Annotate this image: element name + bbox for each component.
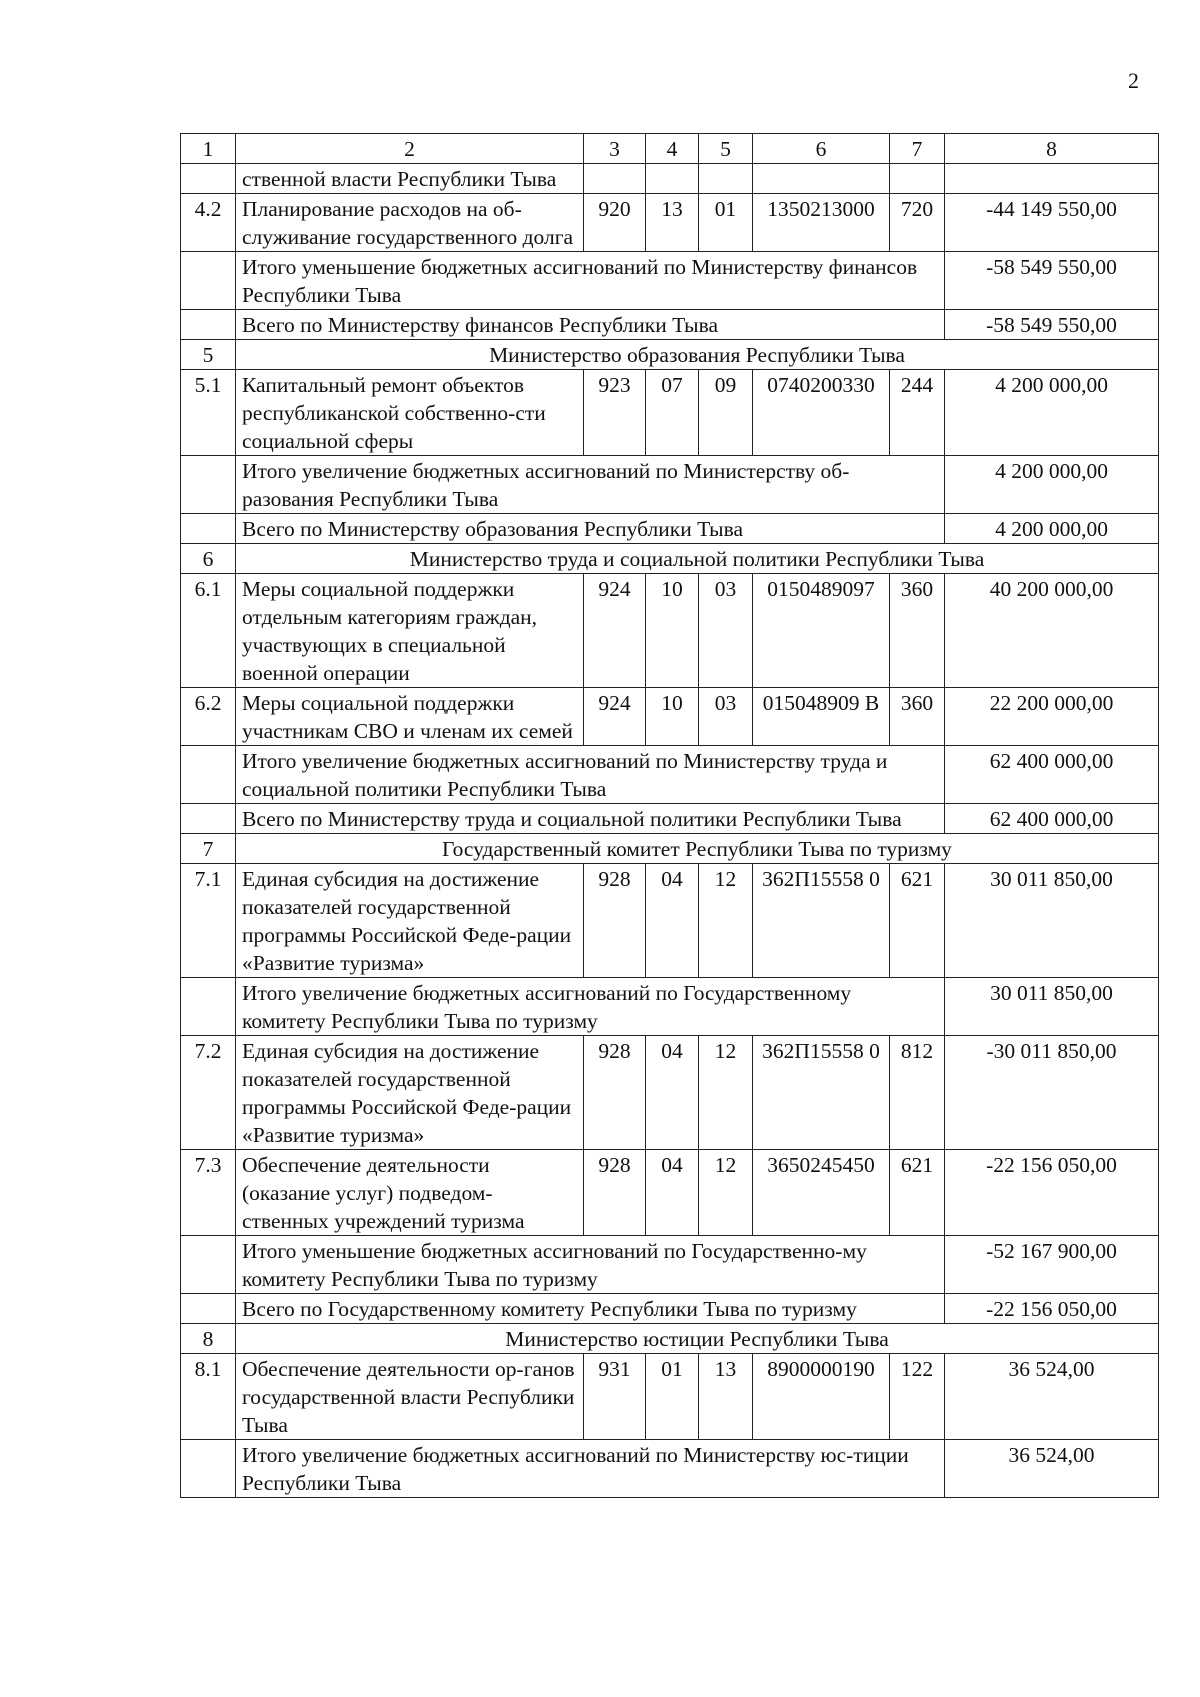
code-cell-4: 10	[646, 574, 699, 688]
total-row	[181, 804, 1159, 834]
code-cell-5: 12	[699, 1036, 753, 1150]
code-cell-6: 3650245450	[753, 1150, 890, 1236]
section-number: 6	[181, 544, 236, 574]
row-number	[181, 978, 236, 1036]
header-cell: 4	[646, 134, 699, 164]
code-cell-6: 362П15558 0	[753, 864, 890, 978]
total-row	[181, 746, 1159, 804]
total-label: Итого увеличение бюджетных ассигнований по Министерству юс-тиции Республики Тыва	[236, 1440, 945, 1498]
amount-cell: 22 200 000,00	[945, 688, 1159, 746]
code-cell-7: 360	[890, 688, 945, 746]
table-row	[181, 370, 1159, 456]
code-cell-4	[646, 164, 699, 194]
total-label: Всего по Министерству образования Республики Тыва	[236, 514, 945, 544]
section-title: Министерство юстиции Республики Тыва	[236, 1324, 1159, 1354]
code-cell-5: 12	[699, 864, 753, 978]
item-name: Единая субсидия на достижение показателей государственной программы Российской Феде-рации «Развитие туризма»	[236, 1036, 584, 1150]
row-number	[181, 1236, 236, 1294]
table-row	[181, 164, 1159, 194]
amount-cell: 62 400 000,00	[945, 804, 1159, 834]
code-cell-5: 01	[699, 194, 753, 252]
row-number: 4.2	[181, 194, 236, 252]
total-label: Всего по Министерству финансов Республики Тыва	[236, 310, 945, 340]
row-number	[181, 1294, 236, 1324]
code-cell-7	[890, 164, 945, 194]
code-cell-7: 812	[890, 1036, 945, 1150]
header-cell: 6	[753, 134, 890, 164]
table-row	[181, 574, 1159, 688]
section-title: Министерство образования Республики Тыва	[236, 340, 1159, 370]
code-cell-4: 04	[646, 1036, 699, 1150]
total-label: Итого уменьшение бюджетных ассигнований по Министерству финансов Республики Тыва	[236, 252, 945, 310]
code-cell-5: 13	[699, 1354, 753, 1440]
table-row	[181, 1354, 1159, 1440]
header-cell: 8	[945, 134, 1159, 164]
row-number	[181, 746, 236, 804]
row-number: 7.2	[181, 1036, 236, 1150]
header-cell: 5	[699, 134, 753, 164]
table-row	[181, 194, 1159, 252]
code-cell-4: 04	[646, 1150, 699, 1236]
row-number	[181, 804, 236, 834]
item-name: Меры социальной поддержки отдельным категориям граждан, участвующих в специальной военной операции	[236, 574, 584, 688]
table-row	[181, 1150, 1159, 1236]
code-cell-6: 1350213000	[753, 194, 890, 252]
item-name: Капитальный ремонт объектов республиканской собственно-сти социальной сферы	[236, 370, 584, 456]
section-row	[181, 340, 1159, 370]
code-cell-3: 924	[584, 688, 646, 746]
row-number	[181, 310, 236, 340]
row-number: 6.2	[181, 688, 236, 746]
page-number: 2	[1128, 68, 1139, 93]
amount-cell: 4 200 000,00	[945, 514, 1159, 544]
total-label: Всего по Министерству труда и социальной политики Республики Тыва	[236, 804, 945, 834]
section-number: 5	[181, 340, 236, 370]
code-cell-7: 621	[890, 864, 945, 978]
table-row	[181, 688, 1159, 746]
code-cell-5: 12	[699, 1150, 753, 1236]
code-cell-3: 920	[584, 194, 646, 252]
item-name: Обеспечение деятельности ор-ганов государственной власти Республики Тыва	[236, 1354, 584, 1440]
row-number	[181, 1440, 236, 1498]
amount-cell: -30 011 850,00	[945, 1036, 1159, 1150]
code-cell-3	[584, 164, 646, 194]
code-cell-4: 04	[646, 864, 699, 978]
total-row	[181, 1440, 1159, 1498]
total-label: Итого увеличение бюджетных ассигнований по Государственному комитету Республики Тыва по туризму	[236, 978, 945, 1036]
row-number: 7.1	[181, 864, 236, 978]
total-row	[181, 514, 1159, 544]
section-number: 7	[181, 834, 236, 864]
code-cell-4: 10	[646, 688, 699, 746]
row-number	[181, 252, 236, 310]
section-row	[181, 544, 1159, 574]
amount-cell: 40 200 000,00	[945, 574, 1159, 688]
row-number	[181, 514, 236, 544]
code-cell-3: 924	[584, 574, 646, 688]
section-number: 8	[181, 1324, 236, 1354]
code-cell-4: 01	[646, 1354, 699, 1440]
header-cell: 2	[236, 134, 584, 164]
amount-cell: -22 156 050,00	[945, 1294, 1159, 1324]
total-label: Всего по Государственному комитету Республики Тыва по туризму	[236, 1294, 945, 1324]
row-number	[181, 164, 236, 194]
code-cell-6: 015048909 В	[753, 688, 890, 746]
amount-cell: 36 524,00	[945, 1354, 1159, 1440]
amount-cell: 36 524,00	[945, 1440, 1159, 1498]
header-row	[181, 134, 1159, 164]
code-cell-7: 244	[890, 370, 945, 456]
code-cell-6: 0740200330	[753, 370, 890, 456]
code-cell-6	[753, 164, 890, 194]
header-cell: 3	[584, 134, 646, 164]
total-row	[181, 310, 1159, 340]
header-cell: 1	[181, 134, 236, 164]
amount-cell: -22 156 050,00	[945, 1150, 1159, 1236]
code-cell-5	[699, 164, 753, 194]
item-name: Единая субсидия на достижение показателей государственной программы Российской Феде-рации «Развитие туризма»	[236, 864, 584, 978]
code-cell-5: 09	[699, 370, 753, 456]
row-number: 8.1	[181, 1354, 236, 1440]
code-cell-7: 621	[890, 1150, 945, 1236]
code-cell-6: 0150489097	[753, 574, 890, 688]
code-cell-3: 923	[584, 370, 646, 456]
item-name: Обеспечение деятельности (оказание услуг) подведом-ственных учреждений туризма	[236, 1150, 584, 1236]
code-cell-3: 931	[584, 1354, 646, 1440]
amount-cell: -44 149 550,00	[945, 194, 1159, 252]
total-row	[181, 1294, 1159, 1324]
code-cell-7: 720	[890, 194, 945, 252]
table-row	[181, 864, 1159, 978]
code-cell-4: 13	[646, 194, 699, 252]
amount-cell: 30 011 850,00	[945, 978, 1159, 1036]
section-title: Министерство труда и социальной политики Республики Тыва	[236, 544, 1159, 574]
section-title: Государственный комитет Республики Тыва по туризму	[236, 834, 1159, 864]
amount-cell	[945, 164, 1159, 194]
amount-cell: -58 549 550,00	[945, 310, 1159, 340]
row-number	[181, 456, 236, 514]
code-cell-6: 362П15558 0	[753, 1036, 890, 1150]
code-cell-3: 928	[584, 1036, 646, 1150]
section-row	[181, 834, 1159, 864]
item-name: Планирование расходов на об-служивание государственного долга	[236, 194, 584, 252]
code-cell-7: 360	[890, 574, 945, 688]
row-number: 5.1	[181, 370, 236, 456]
amount-cell: 62 400 000,00	[945, 746, 1159, 804]
total-row	[181, 1236, 1159, 1294]
row-number: 7.3	[181, 1150, 236, 1236]
amount-cell: -58 549 550,00	[945, 252, 1159, 310]
total-row	[181, 456, 1159, 514]
budget-table	[180, 133, 1159, 1498]
total-label: Итого уменьшение бюджетных ассигнований по Государственно-му комитету Республики Тыва по туризму	[236, 1236, 945, 1294]
section-row	[181, 1324, 1159, 1354]
total-label: Итого увеличение бюджетных ассигнований по Министерству труда и социальной политики Республики Тыва	[236, 746, 945, 804]
item-name: ственной власти Республики Тыва	[236, 164, 584, 194]
amount-cell: 4 200 000,00	[945, 456, 1159, 514]
code-cell-3: 928	[584, 864, 646, 978]
total-row	[181, 978, 1159, 1036]
amount-cell: -52 167 900,00	[945, 1236, 1159, 1294]
amount-cell: 30 011 850,00	[945, 864, 1159, 978]
code-cell-5: 03	[699, 688, 753, 746]
code-cell-7: 122	[890, 1354, 945, 1440]
table-body	[181, 134, 1159, 1498]
table-row	[181, 1036, 1159, 1150]
code-cell-6: 8900000190	[753, 1354, 890, 1440]
amount-cell: 4 200 000,00	[945, 370, 1159, 456]
header-cell: 7	[890, 134, 945, 164]
code-cell-4: 07	[646, 370, 699, 456]
total-label: Итого увеличение бюджетных ассигнований по Министерству об-разования Республики Тыва	[236, 456, 945, 514]
code-cell-5: 03	[699, 574, 753, 688]
item-name: Меры социальной поддержки участникам СВО и членам их семей	[236, 688, 584, 746]
row-number: 6.1	[181, 574, 236, 688]
total-row	[181, 252, 1159, 310]
code-cell-3: 928	[584, 1150, 646, 1236]
